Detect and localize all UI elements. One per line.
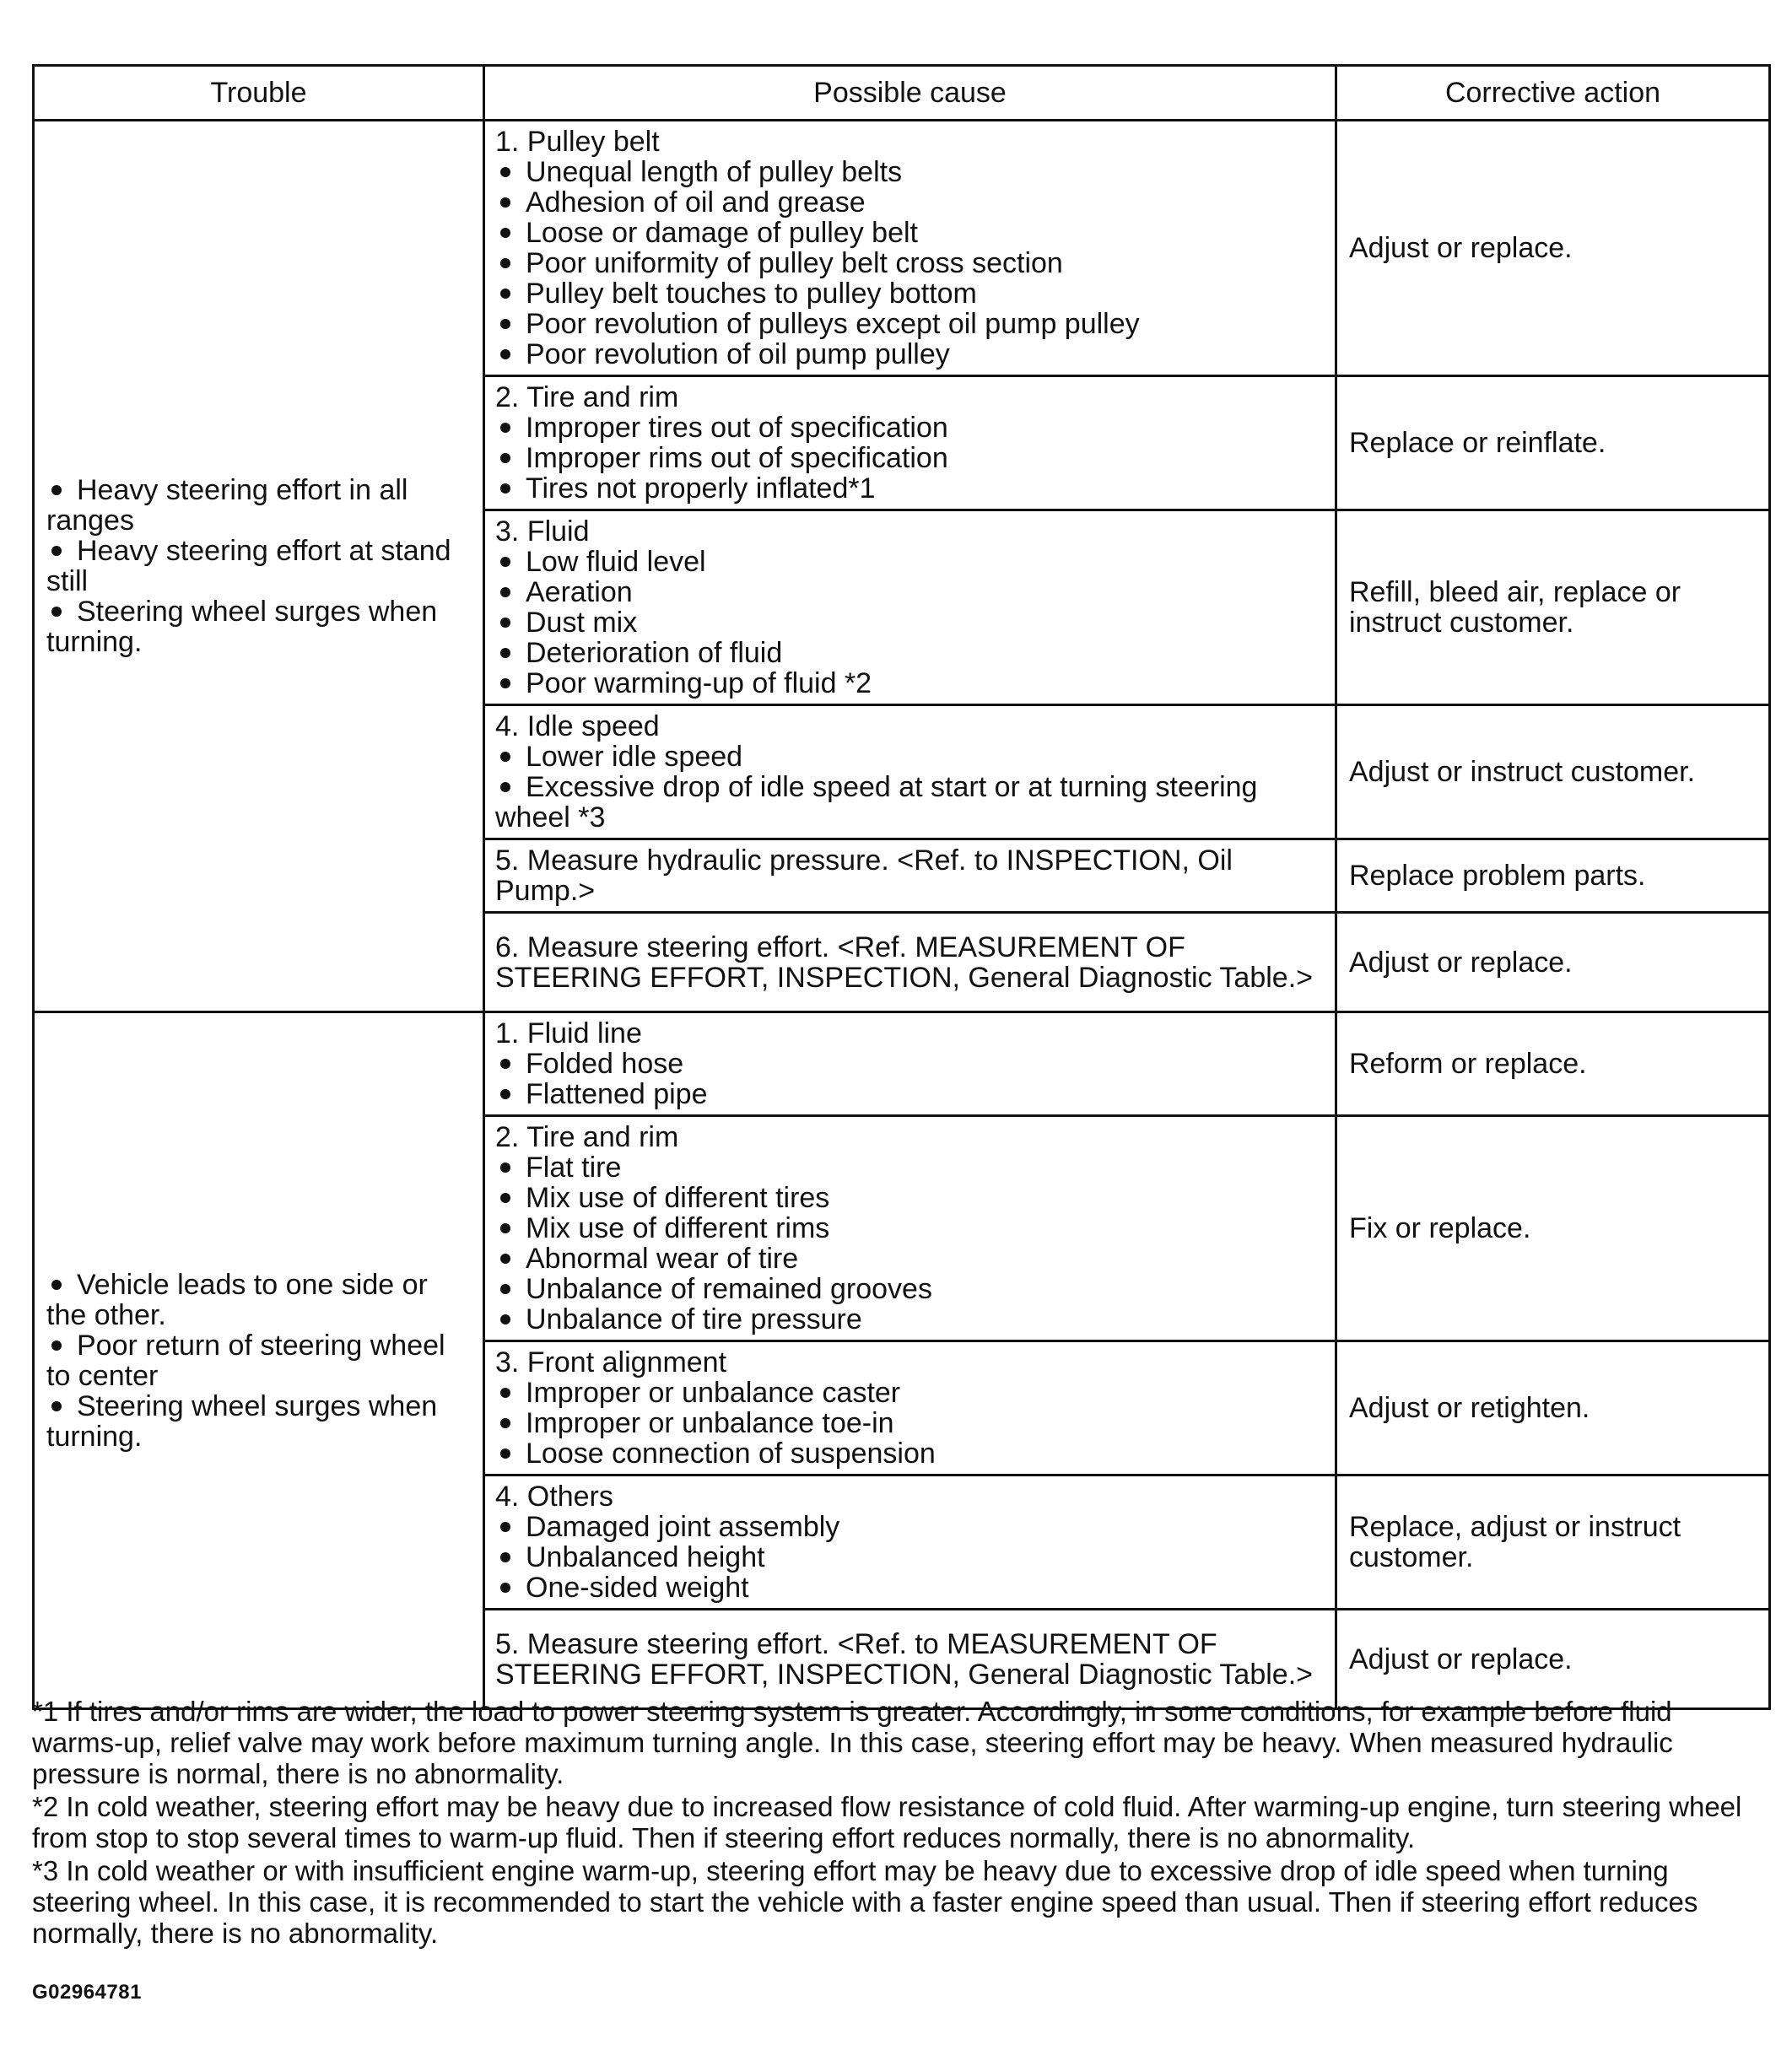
corrective-action-cell: Adjust or replace. — [1336, 121, 1770, 376]
cause-item — [495, 1183, 1325, 1213]
corrective-action-cell: Replace problem parts. — [1336, 839, 1770, 913]
bullet-icon — [500, 197, 510, 208]
bullet-icon — [500, 1314, 510, 1324]
cause-title: 6. Measure steering effort. <Ref. MEASUREMENT OF STEERING EFFORT, INSPECTION, General Diagnostic Table.> — [495, 931, 1313, 994]
bullet-icon — [500, 289, 510, 299]
cause-cell — [484, 1610, 1336, 1709]
cause-item — [495, 1512, 1325, 1542]
cause-item-text: Flat tire — [526, 1152, 622, 1184]
cause-item — [495, 218, 1325, 248]
bullet-icon — [500, 782, 510, 792]
cause-item — [495, 1243, 1325, 1274]
figure-id: G02964781 — [32, 1981, 142, 2004]
trouble-text: Poor return of steering wheel to center — [46, 1329, 445, 1392]
header-possible-cause: Possible cause — [484, 66, 1336, 121]
corrective-action-cell: Replace, adjust or instruct customer. — [1336, 1475, 1770, 1610]
bullet-icon — [500, 1163, 510, 1173]
cause-item — [495, 248, 1325, 278]
bullet-icon — [500, 648, 510, 658]
cause-item — [495, 607, 1325, 638]
bullet-icon — [51, 1280, 62, 1290]
trouble-item — [46, 596, 472, 657]
cause-item — [495, 157, 1325, 187]
bullet-icon — [500, 1254, 510, 1264]
cause-title: 1. Pulley belt — [495, 126, 660, 158]
cause-item — [495, 668, 1325, 699]
bullet-icon — [500, 1223, 510, 1233]
cause-item — [495, 278, 1325, 309]
cause-item-text: Improper or unbalance toe-in — [526, 1407, 894, 1439]
bullet-icon — [500, 423, 510, 433]
cause-item-text: Aeration — [526, 576, 633, 608]
cause-item-text: Improper rims out of specification — [526, 442, 948, 474]
cause-title: 4. Others — [495, 1481, 613, 1513]
cause-item-text: Poor uniformity of pulley belt cross section — [526, 247, 1063, 279]
bullet-icon — [500, 349, 510, 359]
cause-item-text: Improper tires out of specification — [526, 412, 948, 444]
cause-title: 4. Idle speed — [495, 710, 660, 742]
cause-item — [495, 443, 1325, 473]
bullet-icon — [500, 1193, 510, 1203]
cause-item-text: Poor revolution of pulleys except oil pump pulley — [526, 308, 1140, 340]
bullet-icon — [51, 1401, 62, 1411]
bullet-icon — [500, 1552, 510, 1562]
bullet-icon — [500, 752, 510, 762]
bullet-icon — [500, 1388, 510, 1398]
footnote-2: *2 In cold weather, steering effort may be heavy due to increased flow resistance of cold fluid. After warming-up engine, turn steering wheel from stop to stop several times to warm-up fluid. Then if steering effort reduces normally, there is no abnormality. — [32, 1791, 1742, 1853]
bullet-icon — [500, 1059, 510, 1069]
trouble-item — [46, 475, 472, 536]
bullet-icon — [500, 1583, 510, 1593]
cause-item — [495, 577, 1325, 607]
cause-item — [495, 1438, 1325, 1469]
cause-cell — [484, 121, 1336, 376]
cause-cell — [484, 839, 1336, 913]
cause-item-text: Damaged joint assembly — [526, 1511, 840, 1543]
cause-title: 5. Measure hydraulic pressure. <Ref. to INSPECTION, Oil Pump.> — [495, 844, 1233, 907]
trouble-text: Vehicle leads to one side or the other. — [46, 1268, 428, 1331]
cause-item — [495, 742, 1325, 772]
cause-title: 2. Tire and rim — [495, 381, 679, 413]
cause-item-text: Dust mix — [526, 607, 638, 639]
cause-item — [495, 1304, 1325, 1335]
cause-item — [495, 772, 1325, 833]
bullet-icon — [500, 587, 510, 597]
cause-item — [495, 413, 1325, 443]
cause-item — [495, 1274, 1325, 1304]
bullet-icon — [500, 228, 510, 238]
cause-item — [495, 1213, 1325, 1243]
cause-item-text: Excessive drop of idle speed at start or at turning steering wheel *3 — [495, 771, 1258, 833]
cause-item-text: Folded hose — [526, 1048, 684, 1080]
cause-item-text: Flattened pipe — [526, 1078, 708, 1110]
bullet-icon — [51, 485, 62, 495]
bullet-icon — [500, 1284, 510, 1294]
corrective-action-cell: Reform or replace. — [1336, 1012, 1770, 1116]
cause-item-text: Adhesion of oil and grease — [526, 186, 866, 218]
cause-item-text: Improper or unbalance caster — [526, 1377, 901, 1409]
trouble-text: Steering wheel surges when turning. — [46, 1389, 438, 1453]
cause-item — [495, 547, 1325, 577]
bullet-icon — [500, 557, 510, 567]
cause-item — [495, 1152, 1325, 1183]
cause-item-text: Unequal length of pulley belts — [526, 156, 903, 188]
cause-item-text: Mix use of different rims — [526, 1212, 830, 1244]
cause-item-text: Poor warming-up of fluid *2 — [526, 667, 872, 699]
cause-cell — [484, 1341, 1336, 1475]
corrective-action-cell: Refill, bleed air, replace or instruct customer. — [1336, 510, 1770, 705]
header-corrective-action: Corrective action — [1336, 66, 1770, 121]
corrective-action-cell: Replace or reinflate. — [1336, 376, 1770, 510]
bullet-icon — [500, 618, 510, 628]
corrective-action-cell: Adjust or replace. — [1336, 913, 1770, 1012]
cause-item — [495, 1049, 1325, 1079]
corrective-action-cell: Adjust or retighten. — [1336, 1341, 1770, 1475]
table-row — [34, 1012, 1770, 1116]
trouble-item — [46, 536, 472, 596]
bullet-icon — [500, 258, 510, 268]
bullet-icon — [500, 1089, 510, 1099]
cause-cell — [484, 705, 1336, 839]
cause-cell — [484, 376, 1336, 510]
footnote-1: *1 If tires and/or rims are wider, the load to power steering system is greater. Accordingly, in some conditions, for example before fluid warms-up, relief valve may work before maximum turning angle. In this case, steering effort may be heavy. When measured hydraulic pressure is normal, there is no abnormality. — [32, 1696, 1673, 1789]
cause-item-text: Pulley belt touches to pulley bottom — [526, 278, 977, 310]
cause-item — [495, 309, 1325, 339]
bullet-icon — [500, 319, 510, 329]
corrective-action-cell: Adjust or replace. — [1336, 1610, 1770, 1709]
trouble-item — [46, 1391, 472, 1452]
trouble-text: Heavy steering effort at stand still — [46, 535, 451, 597]
cause-item — [495, 339, 1325, 370]
cause-cell — [484, 1475, 1336, 1610]
cause-item-text: Unbalanced height — [526, 1541, 765, 1573]
corrective-action-cell: Adjust or instruct customer. — [1336, 705, 1770, 839]
table-body — [34, 121, 1770, 1709]
cause-item-text: Loose connection of suspension — [526, 1438, 936, 1470]
bullet-icon — [51, 607, 62, 617]
cause-item — [495, 1378, 1325, 1408]
cause-item-text: Deterioration of fluid — [526, 637, 783, 669]
bullet-icon — [500, 1448, 510, 1459]
trouble-cell — [34, 121, 484, 1012]
cause-item-text: Mix use of different tires — [526, 1182, 830, 1214]
cause-item — [495, 1079, 1325, 1109]
bullet-icon — [51, 1341, 62, 1351]
table-header-row — [34, 66, 1770, 121]
cause-item-text: Unbalance of tire pressure — [526, 1303, 862, 1335]
cause-item-text: Abnormal wear of tire — [526, 1243, 799, 1275]
cause-item-text: Tires not properly inflated*1 — [526, 472, 876, 504]
cause-item-text: Unbalance of remained grooves — [526, 1273, 932, 1305]
header-trouble: Trouble — [34, 66, 484, 121]
corrective-action-cell: Fix or replace. — [1336, 1116, 1770, 1341]
cause-item-text: Lower idle speed — [526, 741, 743, 773]
cause-title: 1. Fluid line — [495, 1017, 642, 1049]
cause-item — [495, 187, 1325, 218]
footnotes — [32, 1696, 1770, 1950]
cause-item — [495, 638, 1325, 668]
cause-item-text: One-sided weight — [526, 1572, 749, 1604]
cause-item-text: Loose or damage of pulley belt — [526, 217, 918, 249]
diagnostic-table — [32, 64, 1771, 1710]
bullet-icon — [500, 483, 510, 494]
cause-title: 5. Measure steering effort. <Ref. to MEASUREMENT OF STEERING EFFORT, INSPECTION, General Diagnostic Table.> — [495, 1627, 1313, 1691]
cause-cell — [484, 1116, 1336, 1341]
bullet-icon — [500, 167, 510, 177]
trouble-item — [46, 1270, 472, 1330]
trouble-text: Heavy steering effort in all ranges — [46, 474, 408, 537]
bullet-icon — [500, 678, 510, 688]
cause-title: 3. Fluid — [495, 515, 590, 548]
table-row — [34, 121, 1770, 376]
bullet-icon — [500, 1522, 510, 1532]
bullet-icon — [500, 1418, 510, 1428]
cause-cell — [484, 1012, 1336, 1116]
cause-title: 3. Front alignment — [495, 1346, 727, 1378]
cause-item — [495, 1408, 1325, 1438]
trouble-text: Steering wheel surges when turning. — [46, 596, 438, 658]
trouble-item — [46, 1330, 472, 1391]
bullet-icon — [500, 453, 510, 463]
footnote-3: *3 In cold weather or with insufficient engine warm-up, steering effort may be heavy due to excessive drop of idle speed when turning steering wheel. In this case, it is recommended to start the vehicle with a faster engine speed than usual. Then if steering effort reduces normally, there is no abnormality. — [32, 1855, 1698, 1949]
cause-title: 2. Tire and rim — [495, 1121, 679, 1153]
cause-item — [495, 1573, 1325, 1603]
cause-cell — [484, 913, 1336, 1012]
cause-item-text: Low fluid level — [526, 546, 706, 578]
trouble-cell — [34, 1012, 484, 1709]
bullet-icon — [51, 546, 62, 556]
cause-item-text: Poor revolution of oil pump pulley — [526, 338, 950, 370]
cause-cell — [484, 510, 1336, 705]
cause-item — [495, 1542, 1325, 1573]
cause-item — [495, 473, 1325, 504]
